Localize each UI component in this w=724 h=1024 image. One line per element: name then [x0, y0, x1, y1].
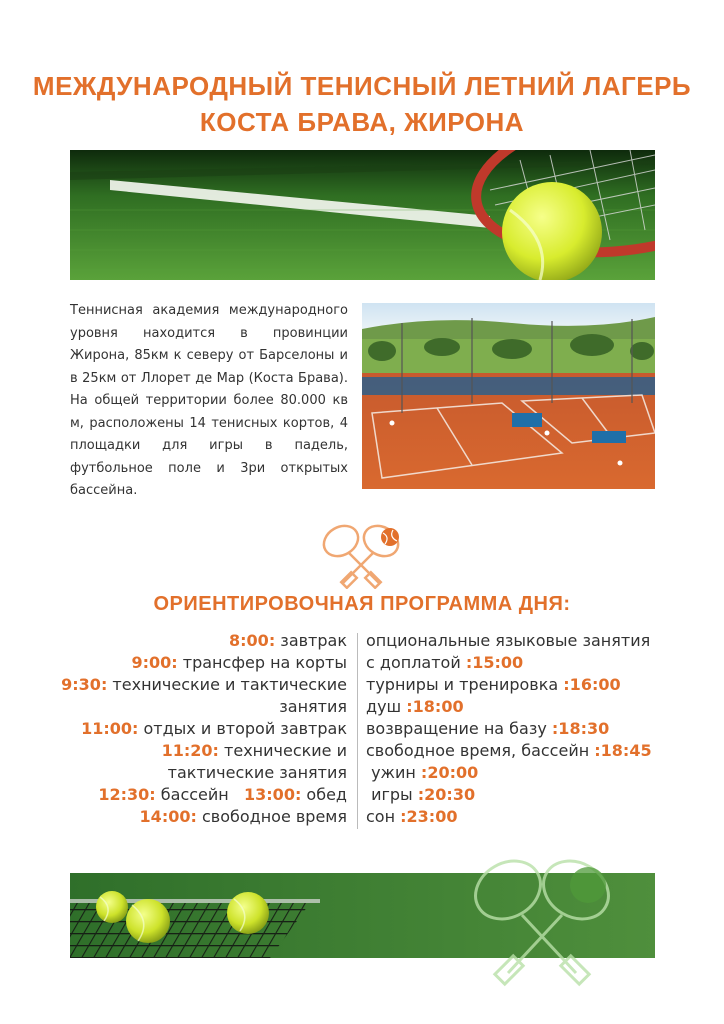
- schedule-time: 11:20:: [161, 741, 219, 760]
- schedule-activity: душ: [366, 697, 407, 716]
- schedule-time: :20:30: [417, 785, 476, 804]
- schedule-activity: возвращение на базу: [366, 719, 552, 738]
- page-title-line1: МЕЖДУНАРОДНЫЙ ТЕНИСНЫЙ ЛЕТНИЙ ЛАГЕРЬ: [32, 71, 692, 101]
- page-title-line2: КОСТА БРАВА, ЖИРОНА: [199, 107, 525, 137]
- schedule-row: [366, 718, 666, 740]
- schedule-activity: завтрак: [275, 631, 347, 650]
- schedule-time: :15:00: [465, 653, 524, 672]
- schedule-time: 9:30:: [61, 675, 108, 694]
- crossed-rackets-watermark-icon: [458, 845, 628, 999]
- schedule-time: :23:00: [400, 807, 458, 826]
- schedule-row: [60, 740, 347, 762]
- schedule-row: [60, 630, 347, 652]
- schedule-activity: обед: [301, 785, 347, 804]
- schedule-row: [366, 806, 666, 828]
- schedule-activity: тактические занятия: [167, 763, 347, 782]
- schedule-row: [60, 762, 347, 784]
- schedule-time: :20:00: [420, 763, 479, 782]
- schedule-time: 13:00:: [244, 785, 302, 804]
- schedule-divider: [357, 633, 358, 829]
- schedule-activity: бассейн: [155, 785, 245, 804]
- schedule-activity: свободное время, бассейн: [366, 741, 595, 760]
- crossed-rackets-icon: [315, 523, 411, 593]
- schedule-row: [60, 784, 347, 806]
- schedule-activity: с доплатой: [366, 653, 466, 672]
- schedule-time: 9:00:: [131, 653, 178, 672]
- intro-paragraph: Теннисная академия международного уровня находится в провинции Жирона, 85км к северу от Барселоны и в 25км от Ллорет де Мар (Коста Брава). На общей территории более 80.000 кв м, расположены 14 тенисных кортов, 4 площадки для игры в падель, футбольное поле и 3ри открытых бассейна.: [70, 303, 348, 498]
- top-banner-image: [70, 150, 655, 280]
- schedule-time: 14:00:: [139, 807, 197, 826]
- schedule-activity: технические и: [218, 741, 347, 760]
- schedule-row: [60, 718, 347, 740]
- schedule-time: 8:00:: [229, 631, 276, 650]
- schedule-row: [60, 806, 347, 828]
- schedule-time: 12:30:: [98, 785, 156, 804]
- schedule-row: [60, 674, 347, 696]
- schedule-row: [60, 652, 347, 674]
- schedule-row: [366, 784, 666, 806]
- schedule-activity: опциональные языковые занятия: [366, 631, 651, 650]
- schedule-row: [366, 762, 666, 784]
- schedule-activity: турниры и тренировка: [366, 675, 564, 694]
- schedule-row: [366, 740, 666, 762]
- schedule-row: [366, 696, 666, 718]
- schedule-time: 11:00:: [81, 719, 139, 738]
- clay-courts-photo: [362, 303, 655, 489]
- schedule-left-column: [60, 630, 347, 828]
- schedule-row: [366, 630, 666, 652]
- schedule-activity: трансфер на корты: [177, 653, 347, 672]
- schedule-activity: сон: [366, 807, 401, 826]
- schedule-time: :16:00: [563, 675, 621, 694]
- program-title: ОРИЕНТИРОВОЧНАЯ ПРОГРАММА ДНЯ:: [153, 593, 571, 615]
- schedule-activity: ужин: [366, 763, 421, 782]
- schedule-activity: занятия: [279, 697, 347, 716]
- schedule-time: :18:45: [594, 741, 652, 760]
- schedule-activity: отдых и второй завтрак: [138, 719, 347, 738]
- schedule-row: [366, 674, 666, 696]
- schedule-time: :18:30: [551, 719, 610, 738]
- schedule-activity: игры: [366, 785, 418, 804]
- schedule-activity: свободное время: [196, 807, 347, 826]
- schedule-row: [60, 696, 347, 718]
- schedule-right-column: [366, 630, 666, 828]
- schedule-row: [366, 652, 666, 674]
- schedule-activity: технические и тактические: [107, 675, 347, 694]
- schedule-time: :18:00: [406, 697, 464, 716]
